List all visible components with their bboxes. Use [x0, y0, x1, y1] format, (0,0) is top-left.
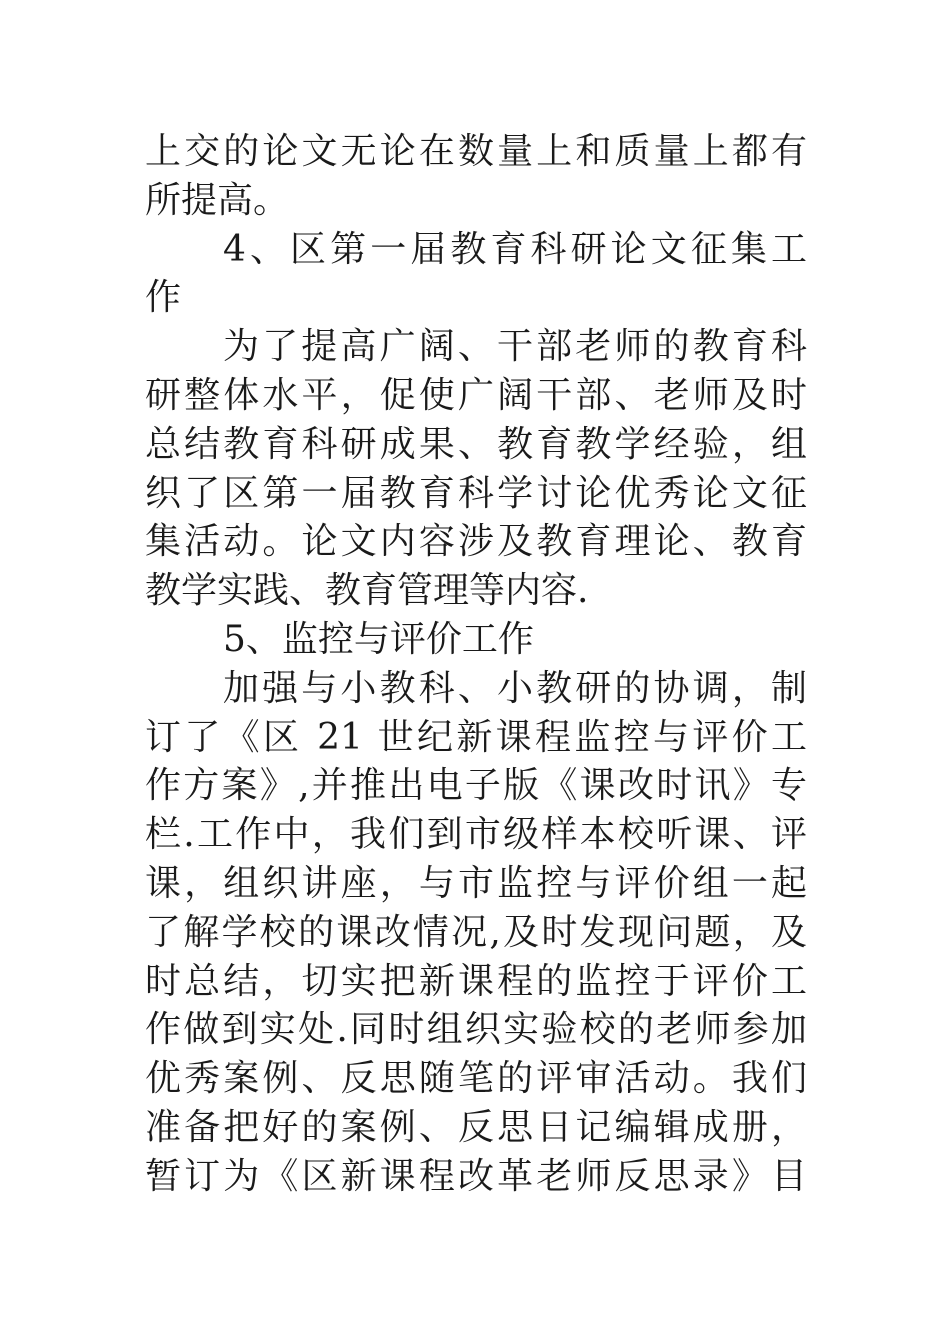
- text-line: 织了区第一届教育科学讨论优秀论文征: [145, 472, 807, 514]
- text-line: 订了《区 21 世纪新课程监控与评价工: [145, 716, 807, 758]
- text-line: 准备把好的案例、反思日记编辑成册，: [145, 1106, 807, 1148]
- section-heading-4: 4、区第一届教育科研论文征集工: [223, 228, 807, 270]
- text-line: 栏.工作中，我们到市级样本校听课、评: [145, 814, 807, 856]
- text-line: 时总结，切实把新课程的监控于评价工: [145, 960, 807, 1002]
- text-line: 为了提高广阔、干部老师的教育科: [223, 326, 807, 368]
- text-line: 作方案》,并推出电子版《课改时讯》专: [145, 765, 807, 807]
- section-heading-5: 5、监控与评价工作: [223, 618, 534, 660]
- text-line: 优秀案例、反思随笔的评审活动。我们: [145, 1058, 807, 1100]
- text-line: 了解学校的课改情况,及时发现问题，及: [145, 911, 807, 953]
- body-text: [145, 128, 807, 1202]
- text-line: 暂订为《区新课程改革老师反思录》目: [145, 1155, 807, 1197]
- text-line: 所提高。: [145, 179, 290, 221]
- text-line: 集活动。论文内容涉及教育理论、教育: [145, 521, 807, 563]
- text-line: 总结教育科研成果、教育教学经验，组: [145, 423, 807, 465]
- text-line: 教学实践、教育管理等内容.: [145, 570, 589, 612]
- text-line: 研整体水平，促使广阔干部、老师及时: [145, 374, 807, 416]
- text-line: 上交的论文无论在数量上和质量上都有: [145, 131, 807, 172]
- text-line: 作: [145, 277, 182, 319]
- text-line: 作做到实处.同时组织实验校的老师参加: [145, 1009, 807, 1051]
- text-line: 加强与小教科、小教研的协调，制: [223, 667, 807, 709]
- text-line: 课，组织讲座，与市监控与评价组一起: [145, 862, 807, 904]
